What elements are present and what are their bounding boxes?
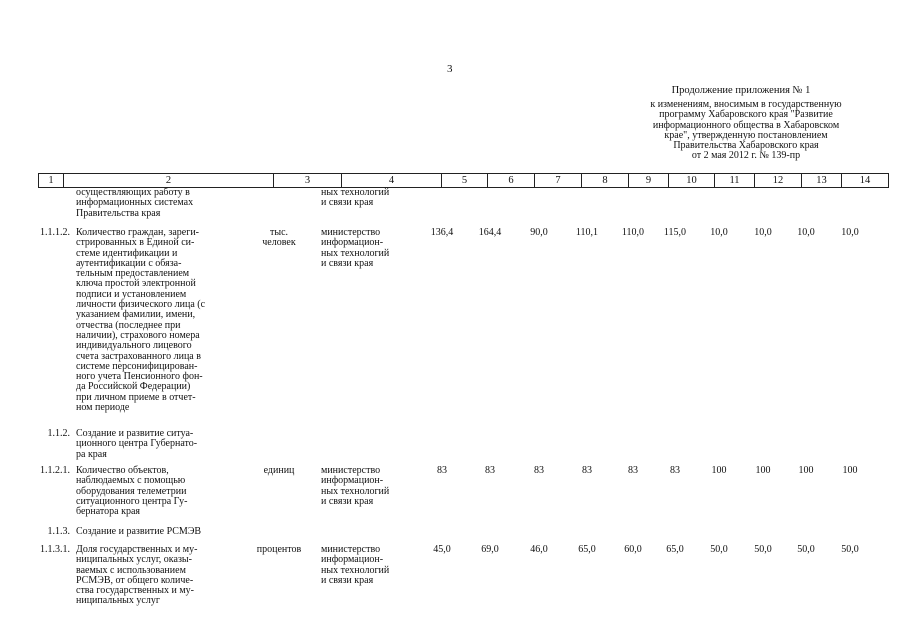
description-line: ра края	[76, 448, 107, 460]
description-line: Правительства края	[76, 207, 161, 219]
responsible-executor	[321, 545, 421, 586]
indicator-value: 65,0	[666, 544, 684, 555]
executor-line: министерство	[321, 465, 381, 476]
appendix-subtitle-line: к изменениям, вносимым в государственную	[650, 99, 842, 110]
indicator-value: 83	[534, 465, 544, 476]
executor-line: и связи края	[321, 495, 374, 507]
indicator-value: 50,0	[754, 544, 772, 555]
indicator-value: 50,0	[841, 544, 859, 555]
indicator-value: 60,0	[624, 544, 642, 555]
column-header-cell: 10	[669, 174, 715, 188]
indicator-value: 69,0	[481, 544, 499, 555]
indicator-description	[76, 429, 246, 460]
description-line: системе персонифицирован-	[76, 360, 198, 372]
indicator-value: 50,0	[710, 544, 728, 555]
executor-line: информацион-	[321, 237, 384, 249]
unit-line: единиц	[263, 465, 295, 476]
row-number: 1.1.3.1.	[40, 544, 70, 555]
description-line: аутентификации с обяза-	[76, 257, 182, 269]
indicator-value: 10,0	[754, 227, 772, 238]
column-header-cell: 7	[535, 174, 582, 188]
unit-of-measure	[248, 466, 310, 476]
executor-line: и связи края	[321, 257, 374, 269]
unit-of-measure	[248, 228, 310, 249]
appendix-subtitle-line: Правительства Хабаровского края	[673, 140, 819, 152]
indicator-value: 50,0	[797, 544, 815, 555]
column-header-cell: 12	[755, 174, 802, 188]
row-number: 1.1.1.2.	[40, 227, 70, 238]
indicator-value: 10,0	[710, 227, 728, 238]
column-header-cell: 3	[274, 174, 342, 188]
column-header-cell: 13	[802, 174, 842, 188]
appendix-subtitle-line: программу Хабаровского края "Развитие	[659, 109, 833, 121]
appendix-subtitle-line: крае", утвержденную постановлением	[664, 129, 828, 141]
indicator-value: 115,0	[663, 227, 687, 238]
executor-line: ных технологий	[321, 247, 390, 259]
column-header-cell: 4	[342, 174, 442, 188]
description-line: ниципальных услуг	[76, 595, 160, 607]
indicator-value: 100	[842, 465, 858, 476]
indicator-description	[76, 466, 246, 517]
column-header-cell: 11	[715, 174, 755, 188]
description-line: ключа простой электронной	[76, 278, 196, 290]
unit-line: тыс.	[269, 227, 289, 238]
description-line: наблюдаемых с помощью	[76, 475, 186, 487]
description-line: стрированных в Единой си-	[76, 237, 195, 249]
description-line: да Российской Федерации)	[76, 381, 191, 393]
description-line: ситуационного центра Гу-	[76, 495, 188, 507]
indicator-value: 83	[670, 465, 680, 476]
column-number-header	[38, 173, 889, 188]
responsible-executor	[321, 188, 421, 209]
column-header-cell: 8	[582, 174, 629, 188]
description-line: ционного центра Губернато-	[76, 438, 198, 450]
indicator-value: 100	[798, 465, 814, 476]
description-line: ного учета Пенсионного фон-	[76, 371, 203, 383]
appendix-subtitle-line: информационного общества в Хабаровском	[652, 119, 840, 131]
indicator-value: 45,0	[433, 544, 451, 555]
responsible-executor	[321, 228, 421, 269]
description-line: наличии), страхового номера	[76, 329, 200, 341]
description-line: индивидуального лицевого	[76, 340, 192, 352]
description-line: ваемых с использованием	[76, 564, 186, 576]
indicator-value: 110,1	[575, 227, 599, 238]
executor-line: и связи края	[321, 197, 374, 209]
indicator-value: 136,4	[430, 227, 454, 238]
indicator-value: 46,0	[530, 544, 548, 555]
description-line: при личном приеме в отчет-	[76, 391, 196, 403]
unit-of-measure	[248, 545, 310, 555]
column-header-cell: 6	[488, 174, 535, 188]
description-line: Доля государственных и му-	[76, 544, 198, 555]
indicator-value: 65,0	[578, 544, 596, 555]
indicator-description	[76, 228, 246, 413]
description-line: осуществляющих работу в	[76, 187, 190, 198]
description-line: бернатора края	[76, 506, 140, 518]
description-line: Создание и развитие РСМЭВ	[76, 526, 202, 537]
description-line: РСМЭВ, от общего количе-	[76, 574, 194, 586]
unit-line: процентов	[256, 544, 302, 555]
indicator-description	[76, 188, 246, 219]
executor-line: министерство	[321, 227, 381, 238]
description-line: оборудования телеметрии	[76, 485, 187, 497]
appendix-title: Продолжение приложения № 1	[671, 85, 811, 96]
column-header-cell: 1	[39, 174, 64, 188]
row-number: 1.1.2.1.	[40, 465, 70, 476]
unit-line: человек	[262, 237, 296, 249]
executor-line: и связи края	[321, 574, 374, 586]
description-line: ном периоде	[76, 402, 130, 414]
page-number: 3	[447, 63, 453, 75]
column-header-cell: 5	[442, 174, 488, 188]
indicator-description	[76, 527, 246, 537]
description-line: Количество объектов,	[76, 465, 169, 476]
description-line: счета застрахованного лица в	[76, 350, 201, 362]
indicator-value: 83	[628, 465, 638, 476]
description-line: указанием фамилии, имени,	[76, 309, 196, 321]
executor-line: ных технологий	[321, 485, 390, 497]
description-line: ства государственных и му-	[76, 585, 194, 597]
column-header-cell: 2	[64, 174, 274, 188]
executor-line: министерство	[321, 544, 381, 555]
indicator-value: 83	[582, 465, 592, 476]
indicator-description	[76, 545, 246, 607]
description-line: личности физического лица (с	[76, 299, 206, 311]
description-line: Количество граждан, зареги-	[76, 227, 199, 238]
indicator-value: 100	[755, 465, 771, 476]
executor-line: информацион-	[321, 554, 384, 566]
column-header-cell: 9	[629, 174, 669, 188]
indicator-value: 10,0	[797, 227, 815, 238]
appendix-subtitle-line: от 2 мая 2012 г. № 139-пр	[691, 150, 801, 162]
indicator-value: 164,4	[478, 227, 502, 238]
indicator-value: 83	[485, 465, 495, 476]
indicator-value: 110,0	[621, 227, 645, 238]
indicator-value: 10,0	[841, 227, 859, 238]
indicator-value: 83	[437, 465, 447, 476]
executor-line: ных технологий	[321, 187, 390, 198]
column-header-cell: 14	[842, 174, 889, 188]
description-line: отчества (последнее при	[76, 319, 181, 331]
indicator-value: 100	[711, 465, 727, 476]
description-line: стеме идентификации и	[76, 247, 178, 259]
description-line: информационных системах	[76, 197, 194, 209]
row-number: 1.1.2.	[47, 428, 70, 439]
executor-line: ных технологий	[321, 564, 390, 576]
executor-line: информацион-	[321, 475, 384, 487]
responsible-executor	[321, 466, 421, 507]
description-line: ниципальных услуг, оказы-	[76, 554, 192, 566]
indicator-value: 90,0	[530, 227, 548, 238]
row-number: 1.1.3.	[47, 526, 70, 537]
appendix-subtitle	[590, 100, 902, 162]
description-line: тельным предоставлением	[76, 268, 190, 280]
description-line: подписи и установлением	[76, 288, 187, 300]
description-line: Создание и развитие ситуа-	[76, 428, 194, 439]
